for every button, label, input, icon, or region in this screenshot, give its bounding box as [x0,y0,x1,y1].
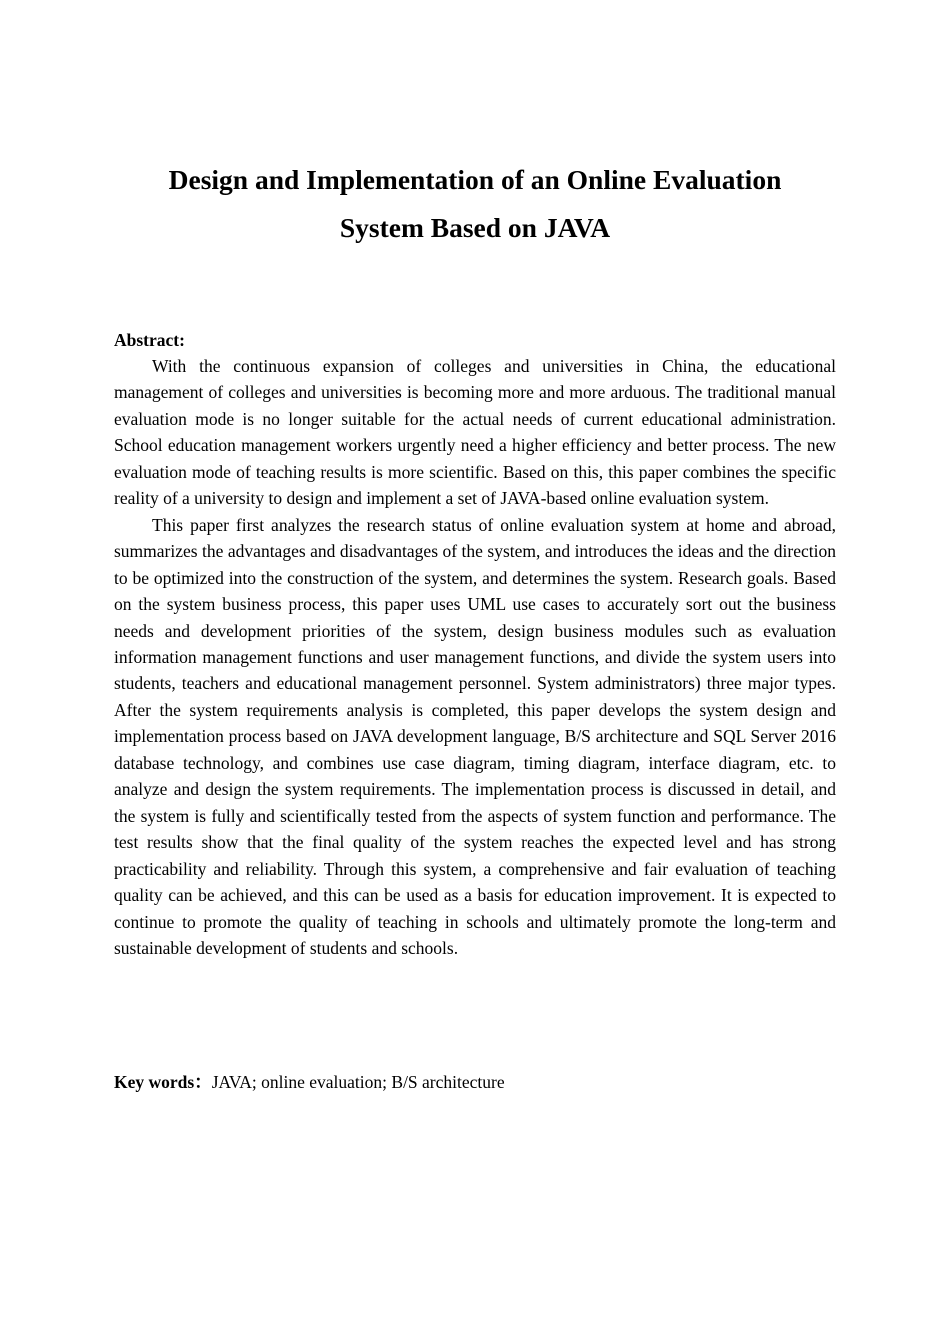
keywords-value: JAVA; online evaluation; B/S architecture [211,1072,505,1092]
keywords-label: Key words： [114,1072,212,1092]
paper-title-line-2: System Based on JAVA [339,212,611,243]
abstract-heading: Abstract: [114,330,185,350]
abstract-body [114,353,836,961]
keywords-line [114,1069,505,1095]
abstract-paragraph-1: With the continuous expansion of colleges and universities in China, the educational management of colleges and universities is becoming more and more arduous. The traditional manual evaluation mode is no longer suitable for the actual needs of current educational administration. School education management workers urgently need a higher efficiency and better process. The new evaluation mode of teaching results is more scientific. Based on this, this paper combines the specific reality of a university to design and implement a set of JAVA-based online evaluation system. [114,356,836,509]
paper-title [110,156,840,252]
abstract-paragraph-2: This paper first analyzes the research status of online evaluation system at home and abroad, summarizes the advantages and disadvantages of the system, and introduces the ideas and the direction to be optimized into the construction of the system, and determines the system. Research goals. Based on the system business process, this paper uses UML use cases to accurately sort out the business needs and development priorities of the system, design business modules such as evaluation information management functions and user management functions, and divide the system users into students, teachers and educational management personnel. System administrators) three major types. After the system requirements analysis is completed, this paper develops the system design and implementation process based on JAVA development language, B/S architecture and SQL Server 2016 database technology, and combines use case diagram, timing diagram, interface diagram, etc. to analyze and design the system requirements. The implementation process is discussed in detail, and the system is fully and scientifically tested from the aspects of system function and performance. The test results show that the final quality of the system reaches the expected level and has strong practicability and reliability. Through this system, a comprehensive and fair evaluation of teaching quality can be achieved, and this can be used as a basis for education improvement. It is expected to continue to promote the quality of teaching in schools and ultimately promote the long-term and sustainable development of students and schools. [114,514,836,958]
paper-title-line-1: Design and Implementation of an Online Evaluation [168,164,782,195]
